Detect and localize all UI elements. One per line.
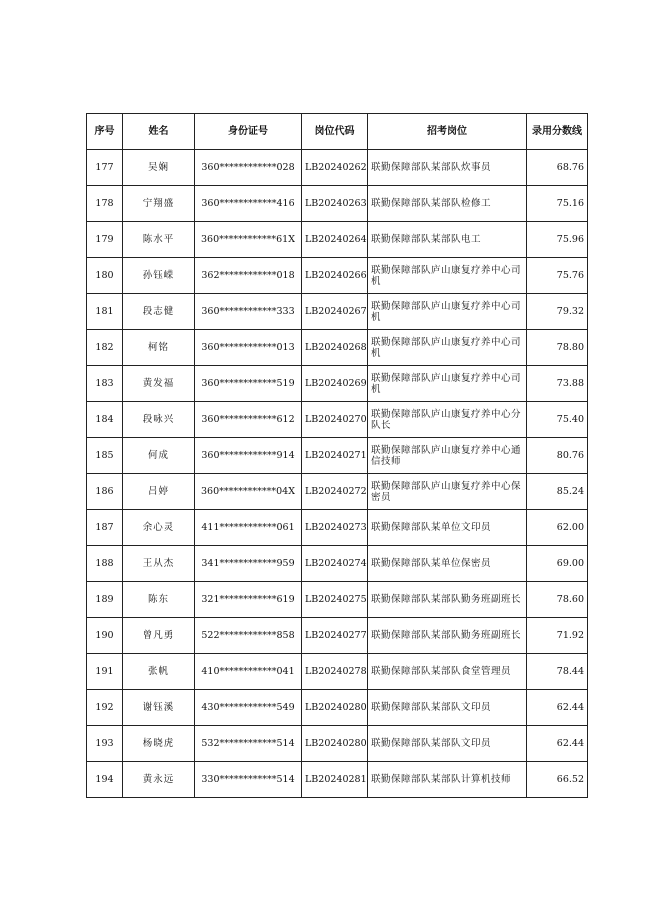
cell-post: 联勤保障部队某部队检修工: [368, 186, 527, 222]
cell-name: 张帆: [123, 654, 195, 690]
cell-id: 411************061: [195, 510, 302, 546]
cell-name: 陈水平: [123, 222, 195, 258]
cell-name: 黄永远: [123, 762, 195, 798]
header-name: 姓名: [123, 114, 195, 150]
admission-score-table: [86, 113, 588, 798]
cell-score: 73.88: [527, 366, 588, 402]
cell-code: LB20240272: [302, 474, 368, 510]
cell-post: 联勤保障部队庐山康复疗养中心司机: [368, 258, 527, 294]
cell-name: 曾凡勇: [123, 618, 195, 654]
table-row: [87, 438, 588, 474]
cell-score: 62.00: [527, 510, 588, 546]
cell-post: 联勤保障部队庐山康复疗养中心司机: [368, 330, 527, 366]
cell-name: 孙钰嵘: [123, 258, 195, 294]
cell-id: 360************61X: [195, 222, 302, 258]
cell-id: 341************959: [195, 546, 302, 582]
header-score: 录用分数线: [527, 114, 588, 150]
table-row: [87, 726, 588, 762]
cell-code: LB20240280: [302, 726, 368, 762]
cell-seq: 182: [87, 330, 123, 366]
cell-post: 联勤保障部队某部队文印员: [368, 726, 527, 762]
cell-name: 柯铭: [123, 330, 195, 366]
cell-id: 321************619: [195, 582, 302, 618]
table-row: [87, 258, 588, 294]
cell-score: 68.76: [527, 150, 588, 186]
table-row: [87, 402, 588, 438]
cell-code: LB20240267: [302, 294, 368, 330]
cell-score: 71.92: [527, 618, 588, 654]
table-row: [87, 690, 588, 726]
cell-name: 何成: [123, 438, 195, 474]
cell-code: LB20240280: [302, 690, 368, 726]
cell-score: 62.44: [527, 726, 588, 762]
cell-post: 联勤保障部队某部队食堂管理员: [368, 654, 527, 690]
cell-score: 85.24: [527, 474, 588, 510]
table-row: [87, 582, 588, 618]
table-row: [87, 186, 588, 222]
cell-post: 联勤保障部队某部队勤务班副班长: [368, 582, 527, 618]
cell-score: 78.60: [527, 582, 588, 618]
cell-seq: 192: [87, 690, 123, 726]
cell-post: 联勤保障部队某单位文印员: [368, 510, 527, 546]
cell-code: LB20240271: [302, 438, 368, 474]
cell-post: 联勤保障部队某部队电工: [368, 222, 527, 258]
cell-code: LB20240266: [302, 258, 368, 294]
cell-seq: 193: [87, 726, 123, 762]
cell-name: 黄发福: [123, 366, 195, 402]
cell-name: 段志健: [123, 294, 195, 330]
cell-code: LB20240264: [302, 222, 368, 258]
cell-name: 吴娴: [123, 150, 195, 186]
cell-seq: 178: [87, 186, 123, 222]
cell-id: 362************018: [195, 258, 302, 294]
cell-seq: 183: [87, 366, 123, 402]
cell-name: 余心灵: [123, 510, 195, 546]
cell-post: 联勤保障部队庐山康复疗养中心司机: [368, 294, 527, 330]
cell-code: LB20240277: [302, 618, 368, 654]
table-row: [87, 546, 588, 582]
header-id: 身份证号: [195, 114, 302, 150]
cell-seq: 179: [87, 222, 123, 258]
cell-name: 杨晓虎: [123, 726, 195, 762]
table-row: [87, 294, 588, 330]
cell-seq: 194: [87, 762, 123, 798]
cell-code: LB20240278: [302, 654, 368, 690]
cell-id: 360************333: [195, 294, 302, 330]
cell-code: LB20240263: [302, 186, 368, 222]
cell-post: 联勤保障部队某部队炊事员: [368, 150, 527, 186]
cell-score: 78.80: [527, 330, 588, 366]
table-header-row: [87, 114, 588, 150]
cell-score: 79.32: [527, 294, 588, 330]
cell-score: 78.44: [527, 654, 588, 690]
cell-seq: 181: [87, 294, 123, 330]
cell-score: 75.16: [527, 186, 588, 222]
header-seq: 序号: [87, 114, 123, 150]
cell-seq: 190: [87, 618, 123, 654]
cell-seq: 180: [87, 258, 123, 294]
cell-post: 联勤保障部队庐山康复疗养中心分队长: [368, 402, 527, 438]
cell-code: LB20240270: [302, 402, 368, 438]
cell-post: 联勤保障部队某部队计算机技师: [368, 762, 527, 798]
cell-id: 410************041: [195, 654, 302, 690]
cell-id: 522************858: [195, 618, 302, 654]
cell-id: 360************519: [195, 366, 302, 402]
cell-post: 联勤保障部队某部队勤务班副班长: [368, 618, 527, 654]
cell-id: 430************549: [195, 690, 302, 726]
cell-code: LB20240262: [302, 150, 368, 186]
cell-name: 段咏兴: [123, 402, 195, 438]
header-code: 岗位代码: [302, 114, 368, 150]
cell-name: 吕婷: [123, 474, 195, 510]
cell-id: 330************514: [195, 762, 302, 798]
cell-seq: 184: [87, 402, 123, 438]
cell-name: 王从杰: [123, 546, 195, 582]
cell-code: LB20240268: [302, 330, 368, 366]
table-row: [87, 762, 588, 798]
cell-seq: 186: [87, 474, 123, 510]
cell-id: 360************013: [195, 330, 302, 366]
cell-score: 75.40: [527, 402, 588, 438]
cell-seq: 177: [87, 150, 123, 186]
table-row: [87, 222, 588, 258]
cell-score: 75.76: [527, 258, 588, 294]
cell-code: LB20240273: [302, 510, 368, 546]
cell-score: 69.00: [527, 546, 588, 582]
cell-score: 62.44: [527, 690, 588, 726]
table-row: [87, 618, 588, 654]
cell-id: 360************612: [195, 402, 302, 438]
table-row: [87, 654, 588, 690]
cell-post: 联勤保障部队庐山康复疗养中心保密员: [368, 474, 527, 510]
table-row: [87, 150, 588, 186]
table-row: [87, 330, 588, 366]
cell-id: 360************028: [195, 150, 302, 186]
cell-seq: 187: [87, 510, 123, 546]
table-row: [87, 510, 588, 546]
cell-name: 陈东: [123, 582, 195, 618]
cell-seq: 188: [87, 546, 123, 582]
cell-name: 谢钰溪: [123, 690, 195, 726]
header-post: 招考岗位: [368, 114, 527, 150]
cell-name: 宁翔盛: [123, 186, 195, 222]
cell-post: 联勤保障部队庐山康复疗养中心司机: [368, 366, 527, 402]
cell-post: 联勤保障部队某部队文印员: [368, 690, 527, 726]
cell-post: 联勤保障部队庐山康复疗养中心通信技师: [368, 438, 527, 474]
cell-code: LB20240274: [302, 546, 368, 582]
cell-id: 360************914: [195, 438, 302, 474]
table-row: [87, 366, 588, 402]
cell-seq: 191: [87, 654, 123, 690]
cell-code: LB20240281: [302, 762, 368, 798]
table-row: [87, 474, 588, 510]
cell-score: 80.76: [527, 438, 588, 474]
cell-score: 66.52: [527, 762, 588, 798]
cell-id: 360************416: [195, 186, 302, 222]
cell-id: 360************04X: [195, 474, 302, 510]
cell-code: LB20240269: [302, 366, 368, 402]
cell-id: 532************514: [195, 726, 302, 762]
cell-seq: 189: [87, 582, 123, 618]
cell-score: 75.96: [527, 222, 588, 258]
cell-code: LB20240275: [302, 582, 368, 618]
cell-seq: 185: [87, 438, 123, 474]
cell-post: 联勤保障部队某单位保密员: [368, 546, 527, 582]
